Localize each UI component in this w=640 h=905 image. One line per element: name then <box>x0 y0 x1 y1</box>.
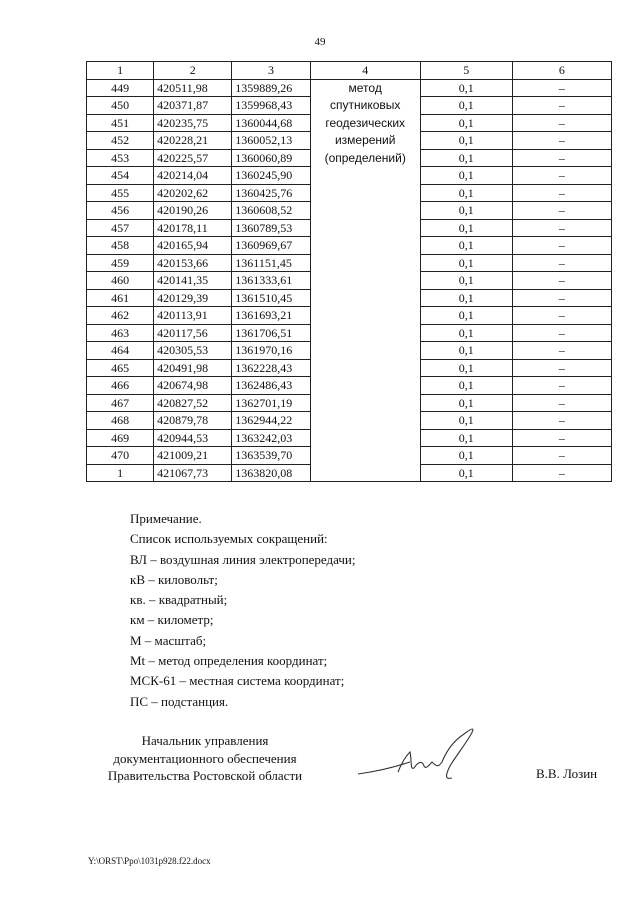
table-cell: 450 <box>87 97 154 115</box>
table-cell: 463 <box>87 324 154 342</box>
note-line: ПС – подстанция. <box>130 693 229 709</box>
table-cell: 467 <box>87 394 154 412</box>
table-cell: 1360044,68 <box>232 114 310 132</box>
table-cell: 1363820,08 <box>232 464 310 482</box>
table-body <box>87 79 612 482</box>
table-cell: – <box>512 254 611 272</box>
table-cell: 456 <box>87 202 154 220</box>
table-cell: 1361151,45 <box>232 254 310 272</box>
position-line: документационного обеспечения <box>113 750 297 766</box>
table-cell: 454 <box>87 167 154 185</box>
abbreviations-note <box>130 509 356 712</box>
table-cell: 420371,87 <box>154 97 232 115</box>
table-cell: 420235,75 <box>154 114 232 132</box>
table-cell: 468 <box>87 412 154 430</box>
table-cell: 420305,53 <box>154 342 232 360</box>
table-cell: 0,1 <box>420 447 512 465</box>
table-cell: 0,1 <box>420 167 512 185</box>
table-cell: – <box>512 167 611 185</box>
table-cell: – <box>512 429 611 447</box>
table-cell: 1360245,90 <box>232 167 310 185</box>
table-cell: – <box>512 149 611 167</box>
signatory-name: В.В. Лозин <box>536 766 598 781</box>
table-cell: 1359968,43 <box>232 97 310 115</box>
table-cell: 1362701,19 <box>232 394 310 412</box>
note-line: Примечание. <box>130 511 202 526</box>
table-cell: 1361970,16 <box>232 342 310 360</box>
table-cell: – <box>512 307 611 325</box>
table-cell: 459 <box>87 254 154 272</box>
table-cell: – <box>512 219 611 237</box>
table-cell: – <box>512 447 611 465</box>
table-cell: 420190,26 <box>154 202 232 220</box>
column-header: 2 <box>154 62 232 80</box>
table-cell: – <box>512 79 611 97</box>
table-cell: 460 <box>87 272 154 290</box>
coordinates-table <box>86 61 612 482</box>
table-cell: – <box>512 237 611 255</box>
table-cell: 465 <box>87 359 154 377</box>
table-cell: 458 <box>87 237 154 255</box>
note-line: Mt – метод определения координат; <box>130 653 328 669</box>
table-cell: 420165,94 <box>154 237 232 255</box>
table-cell: 1360425,76 <box>232 184 310 202</box>
table-cell: 0,1 <box>420 132 512 150</box>
method-line: (определений) <box>324 150 406 165</box>
table-cell: 1360052,13 <box>232 132 310 150</box>
table-cell: 470 <box>87 447 154 465</box>
table-cell: 0,1 <box>420 184 512 202</box>
table-cell: 0,1 <box>420 254 512 272</box>
method-line: геодезических <box>325 115 406 130</box>
table-cell: 0,1 <box>420 359 512 377</box>
table-cell: 420129,39 <box>154 289 232 307</box>
note-line: км – километр; <box>130 612 214 628</box>
page-number: 49 <box>314 36 326 48</box>
table-cell: 420214,04 <box>154 167 232 185</box>
table-cell: 420511,98 <box>154 79 232 97</box>
table-cell: 1361510,45 <box>232 289 310 307</box>
table-cell: 0,1 <box>420 464 512 482</box>
table-cell: 1362944,22 <box>232 412 310 430</box>
table-cell: 420491,98 <box>154 359 232 377</box>
table-cell: 0,1 <box>420 324 512 342</box>
table-cell: 0,1 <box>420 97 512 115</box>
note-line: М – масштаб; <box>130 632 207 648</box>
table-cell: 0,1 <box>420 202 512 220</box>
table-cell: 420153,66 <box>154 254 232 272</box>
table-cell: 1361333,61 <box>232 272 310 290</box>
table-cell: 469 <box>87 429 154 447</box>
signatory-position <box>88 732 322 785</box>
table-cell: – <box>512 114 611 132</box>
table-cell: 0,1 <box>420 429 512 447</box>
table-cell: – <box>512 202 611 220</box>
table-cell: 420674,98 <box>154 377 232 395</box>
table-cell: 449 <box>87 79 154 97</box>
column-header: 4 <box>310 62 420 80</box>
table-cell: 1361706,51 <box>232 324 310 342</box>
table-cell: 1362486,43 <box>232 377 310 395</box>
table-cell: 1360789,53 <box>232 219 310 237</box>
table-cell: 420879,78 <box>154 412 232 430</box>
table-cell: – <box>512 394 611 412</box>
table-row <box>87 79 612 97</box>
method-cell <box>310 79 420 482</box>
table-cell: 452 <box>87 132 154 150</box>
table-cell: 1361693,21 <box>232 307 310 325</box>
note-line: Список используемых сокращений: <box>130 531 328 547</box>
table-cell: 421067,73 <box>154 464 232 482</box>
table-cell: 420202,62 <box>154 184 232 202</box>
table-cell: 420944,53 <box>154 429 232 447</box>
table-cell: – <box>512 359 611 377</box>
table-cell: – <box>512 289 611 307</box>
table-cell: 420228,21 <box>154 132 232 150</box>
table-cell: – <box>512 412 611 430</box>
note-line: ВЛ – воздушная линия электропередачи; <box>130 551 356 567</box>
position-line: Начальник управления <box>141 733 269 748</box>
column-header: 6 <box>512 62 611 80</box>
table-cell: 0,1 <box>420 377 512 395</box>
table-cell: 0,1 <box>420 114 512 132</box>
table-cell: 1362228,43 <box>232 359 310 377</box>
table-cell: 0,1 <box>420 237 512 255</box>
table-cell: – <box>512 377 611 395</box>
table-cell: – <box>512 184 611 202</box>
table-cell: 455 <box>87 184 154 202</box>
table-cell: 1360969,67 <box>232 237 310 255</box>
table-cell: – <box>512 97 611 115</box>
column-header: 5 <box>420 62 512 80</box>
table-cell: 420141,35 <box>154 272 232 290</box>
table-cell: 420178,11 <box>154 219 232 237</box>
table-cell: 466 <box>87 377 154 395</box>
file-path: Y:\ORST\Ppo\1031p928.f22.docx <box>88 856 211 866</box>
table-cell: – <box>512 132 611 150</box>
column-header: 3 <box>232 62 310 80</box>
table-cell: 0,1 <box>420 149 512 167</box>
note-line: кВ – киловольт; <box>130 571 218 587</box>
table-cell: 464 <box>87 342 154 360</box>
table-cell: – <box>512 464 611 482</box>
method-line: метод <box>348 80 382 95</box>
method-line: спутниковых <box>330 98 401 112</box>
table-cell: – <box>512 272 611 290</box>
table-cell: 461 <box>87 289 154 307</box>
table-cell: 420113,91 <box>154 307 232 325</box>
table-cell: 1363539,70 <box>232 447 310 465</box>
table-cell: 420827,52 <box>154 394 232 412</box>
table-cell: 0,1 <box>420 307 512 325</box>
note-line: кв. – квадратный; <box>130 592 228 608</box>
table-cell: 1363242,03 <box>232 429 310 447</box>
position-line: Правительства Ростовской области <box>107 768 303 783</box>
table-cell: 1 <box>87 464 154 482</box>
table-cell: 0,1 <box>420 342 512 360</box>
handwritten-signature <box>352 722 502 788</box>
note-line: МСК-61 – местная система координат; <box>130 673 345 689</box>
table-header-row <box>87 62 612 80</box>
table-cell: 421009,21 <box>154 447 232 465</box>
table-cell: – <box>512 342 611 360</box>
table-cell: 453 <box>87 149 154 167</box>
method-line: измерений <box>334 133 396 147</box>
table-cell: 420117,56 <box>154 324 232 342</box>
table-cell: 1359889,26 <box>232 79 310 97</box>
table-cell: 1360060,89 <box>232 149 310 167</box>
table-cell: 457 <box>87 219 154 237</box>
table-cell: 462 <box>87 307 154 325</box>
table-cell: 0,1 <box>420 219 512 237</box>
table-cell: – <box>512 324 611 342</box>
table-cell: 0,1 <box>420 289 512 307</box>
table-cell: 0,1 <box>420 79 512 97</box>
table-cell: 1360608,52 <box>232 202 310 220</box>
table-cell: 0,1 <box>420 412 512 430</box>
column-header: 1 <box>87 62 154 80</box>
table-cell: 0,1 <box>420 272 512 290</box>
table-cell: 451 <box>87 114 154 132</box>
table-cell: 420225,57 <box>154 149 232 167</box>
table-cell: 0,1 <box>420 394 512 412</box>
